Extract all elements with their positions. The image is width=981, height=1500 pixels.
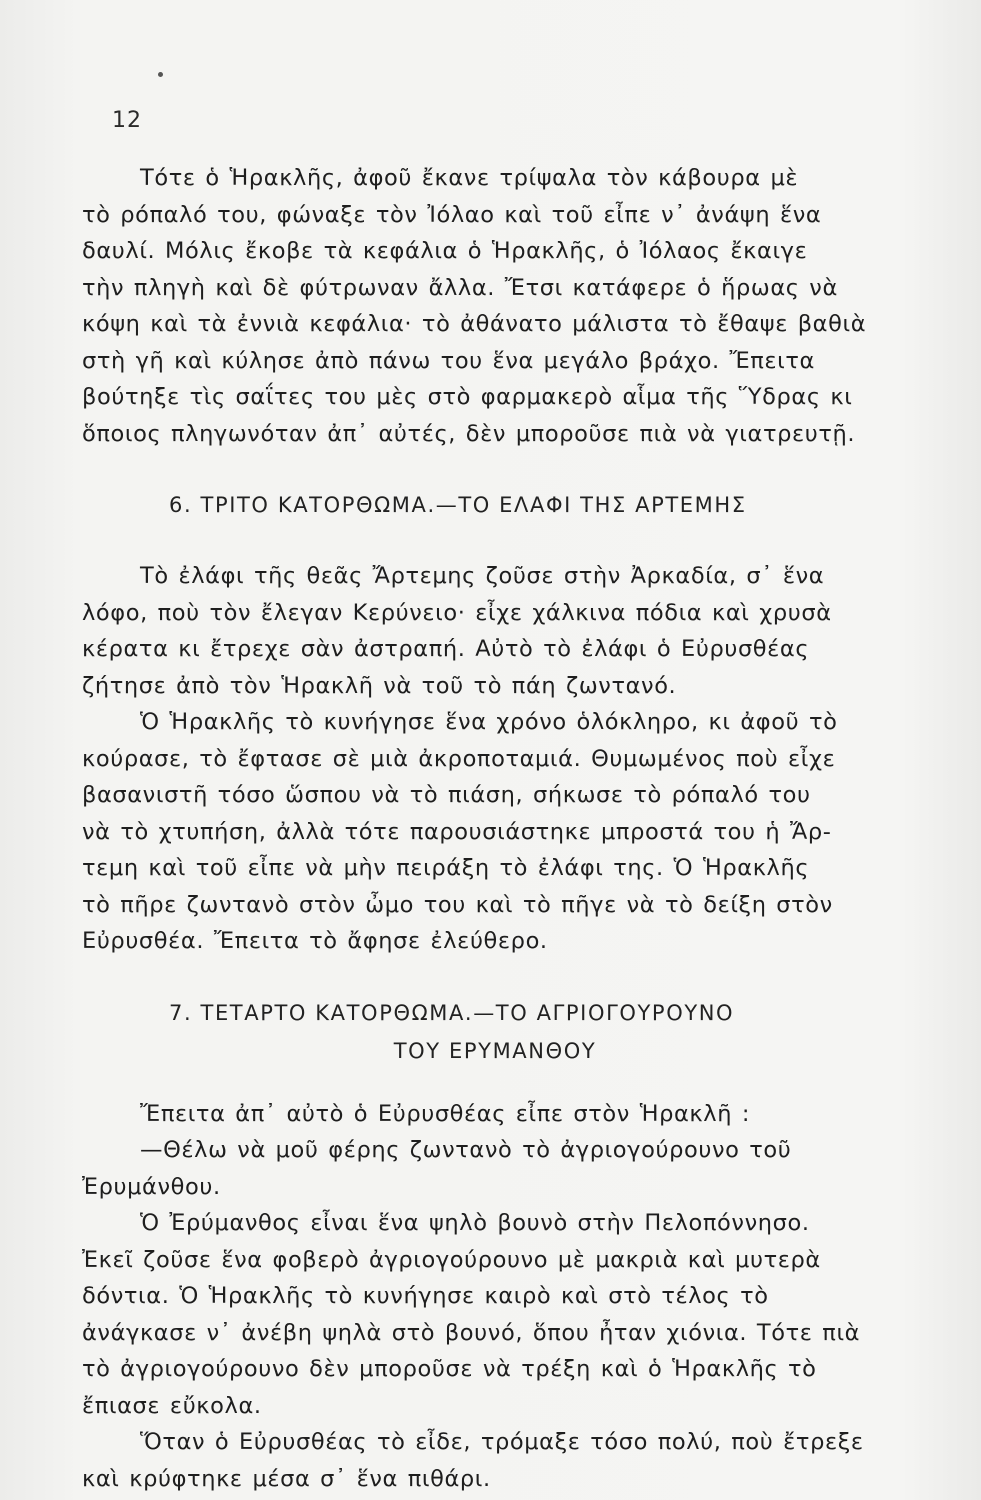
text-line: Ἐκεῖ ζοῦσε ἕνα φοβερὸ ἀγριογούρουνο μὲ μακριὰ καὶ μυτερὰ (82, 1246, 821, 1273)
text-line: κούρασε, τὸ ἔφτασε σὲ μιὰ ἀκροποταμιά. Θυμωμένος ποὺ εἶχε (82, 745, 836, 772)
text-line: κέρατα κι ἔτρεχε σὰν ἀστραπή. Αὐτὸ τὸ ἐλάφι ὁ Εὐρυσθέας (82, 636, 810, 662)
text-line: ζήτησε ἀπὸ τὸν Ἡρακλῆ νὰ τοῦ τὸ πάη ζωντανό. (82, 672, 677, 699)
text-line: βασανιστῆ τόσο ὥσπου νὰ τὸ πιάση, σήκωσε τὸ ρόπαλό του (82, 782, 811, 808)
text-line: στὴ γῆ καὶ κύλησε ἀπὸ πάνω του ἕνα μεγάλο βράχο. Ἔπειτα (82, 347, 815, 374)
text-line: νὰ τὸ χτυπήση, ἀλλὰ τότε παρουσιάστηκε μπροστά του ἡ Ἄρ- (82, 818, 832, 845)
text-line: βούτηξε τὶς σαΐτες του μὲς στὸ φαρμακερὸ αἷμα τῆς Ὕδρας κι (82, 384, 853, 410)
paragraph-boar-hunt (82, 1205, 908, 1424)
section-heading-7: 7. ΤΕΤΑΡΤΟ ΚΑΤΟΡΘΩΜΑ.—ΤΟ ΑΓΡΙΟΓΟΥΡΟΥΝΟ (169, 1000, 735, 1025)
paragraph-deer-hunt (82, 704, 908, 960)
text-line: Ὁ Ἡρακλῆς τὸ κυνήγησε ἕνα χρόνο ὁλόκληρο, κι ἀφοῦ τὸ (140, 709, 838, 735)
text-line: τεμη καὶ τοῦ εἶπε νὰ μὴν πειράξη τὸ ἐλάφι της. Ὁ Ἡρακλῆς (82, 855, 810, 881)
page-content (82, 160, 908, 1497)
text-line: καὶ κρύφτηκε μέσα σ᾽ ἕνα πιθάρι. (82, 1465, 491, 1492)
section-heading-7-continued: ΤΟΥ ΕΡΥΜΑΝΘΟΥ (393, 1038, 597, 1063)
ink-speck (158, 72, 163, 77)
text-line: ἔπιασε εὔκολα. (82, 1392, 262, 1419)
text-line: τὸ ρόπαλό του, φώναξε τὸν Ἰόλαο καὶ τοῦ εἶπε ν᾽ ἀνάψη ἕνα (82, 201, 822, 228)
text-line: κόψη καὶ τὰ ἐννιὰ κεφάλια· τὸ ἀθάνατο μάλιστα τὸ ἔθαψε βαθιὰ (82, 311, 867, 337)
text-line: Ὁ Ἐρύμανθος εἶναι ἕνα ψηλὸ βουνὸ στὴν Πελοπόννησο. (140, 1210, 810, 1236)
text-line: λόφο, ποὺ τὸν ἔλεγαν Κερύνειο· εἶχε χάλκινα πόδια καὶ χρυσὰ (82, 599, 832, 626)
paragraph-deer-intro (82, 558, 908, 704)
paragraph-eurystheus-fear (82, 1424, 908, 1497)
text-line: Ὅταν ὁ Εὐρυσθέας τὸ εἶδε, τρόμαξε τόσο πολύ, ποὺ ἔτρεξε (140, 1429, 864, 1455)
text-line: Τότε ὁ Ἡρακλῆς, ἀφοῦ ἔκανε τρίψαλα τὸν κάβουρα μὲ (140, 165, 799, 191)
page-number: 12 (112, 108, 142, 133)
text-line: Ἔπειτα ἀπ᾽ αὐτὸ ὁ Εὐρυσθέας εἶπε στὸν Ἡρακλῆ : (140, 1100, 750, 1127)
text-line: τὴν πληγὴ καὶ δὲ φύτρωναν ἄλλα. Ἔτσι κατάφερε ὁ ἥρωας νὰ (82, 274, 838, 301)
text-line: τὸ ἀγριογούρουνο δὲν μποροῦσε νὰ τρέξη καὶ ὁ Ἡρακλῆς τὸ (82, 1356, 817, 1382)
paragraph-hydra-ending (82, 160, 908, 452)
paragraph-boar-order (82, 1096, 908, 1133)
section-heading-6: 6. ΤΡΙΤΟ ΚΑΤΟΡΘΩΜΑ.—ΤΟ ΕΛΑΦΙ ΤΗΣ ΑΡΤΕΜΗΣ (169, 493, 747, 517)
text-line: δαυλί. Μόλις ἔκοβε τὰ κεφάλια ὁ Ἡρακλῆς, ὁ Ἰόλαος ἔκαιγε (82, 238, 808, 264)
text-line: ἀνάγκασε ν᾽ ἀνέβη ψηλὰ στὸ βουνό, ὅπου ἦταν χιόνια. Τότε πιὰ (82, 1319, 861, 1346)
text-line: Τὸ ἐλάφι τῆς θεᾶς Ἄρτεμης ζοῦσε στὴν Ἀρκαδία, σ᾽ ἕνα (140, 563, 825, 589)
text-line: δόντια. Ὁ Ἡρακλῆς τὸ κυνήγησε καιρὸ καὶ στὸ τέλος τὸ (82, 1283, 769, 1309)
text-line: Εὐρυσθέα. Ἔπειτα τὸ ἄφησε ἐλεύθερο. (82, 928, 548, 954)
text-line: —Θέλω νὰ μοῦ φέρης ζωντανὸ τὸ ἀγριογούρουνο τοῦ (140, 1137, 792, 1163)
text-line: τὸ πῆρε ζωντανὸ στὸν ὦμο του καὶ τὸ πῆγε νὰ τὸ δείξη στὸν (82, 891, 833, 918)
paragraph-boar-dialogue (82, 1132, 908, 1205)
text-line: ὅποιος πληγωνόταν ἀπ᾽ αὐτές, δὲν μποροῦσε πιὰ νὰ γιατρευτῇ. (82, 420, 856, 447)
text-line: Ἐρυμάνθου. (82, 1173, 221, 1200)
